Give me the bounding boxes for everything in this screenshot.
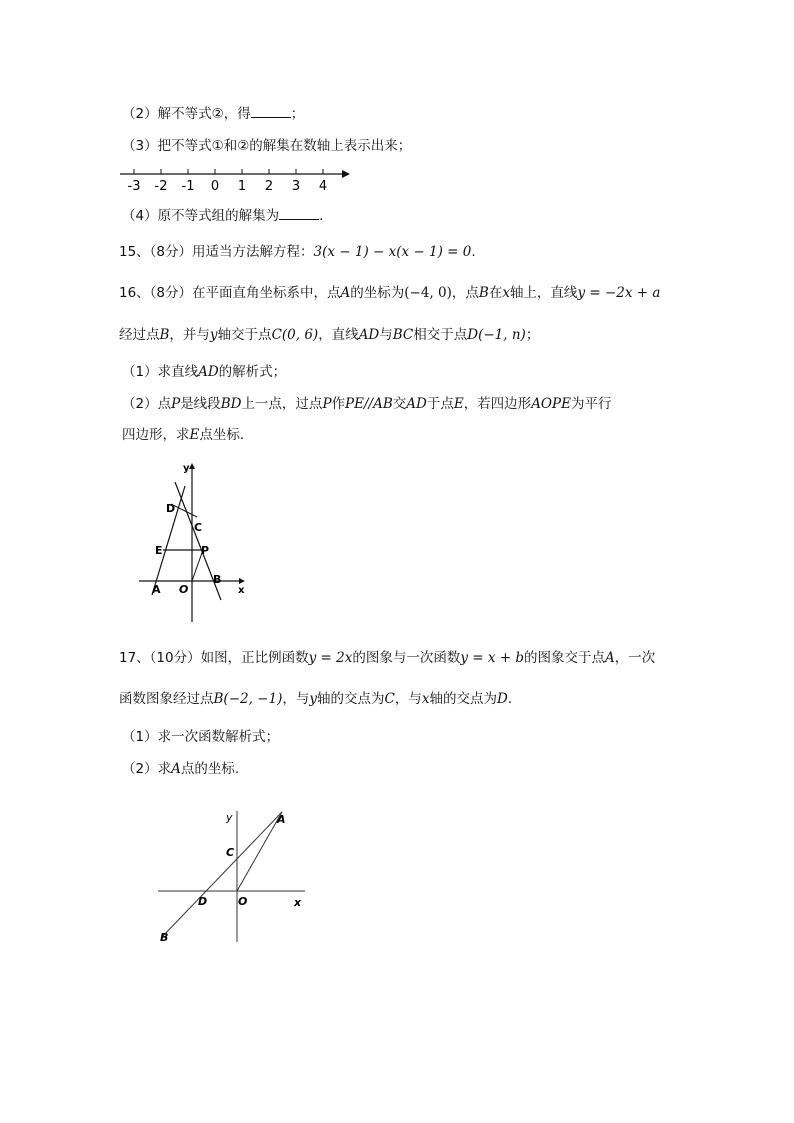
label-A: A bbox=[277, 813, 286, 826]
label-B: B bbox=[213, 573, 222, 586]
number-line-tick-label: -3 bbox=[127, 179, 141, 194]
label-D: D bbox=[166, 502, 176, 515]
label-A: A bbox=[152, 583, 161, 596]
y-axis-arrow-icon bbox=[189, 463, 195, 469]
q16-part2-cont: 四边形，求E点坐标. bbox=[122, 427, 245, 443]
label-O: O bbox=[238, 895, 248, 908]
label-x: x bbox=[294, 896, 302, 909]
label-C: C bbox=[226, 846, 235, 859]
label-P: P bbox=[201, 544, 210, 557]
q17-part2: （2）求A点的坐标. bbox=[122, 761, 240, 777]
q14-part3: （3）把不等式①和②的解集在数轴上表示出来； bbox=[122, 138, 412, 154]
q15-equation: 3(x − 1) − x(x − 1) = 0 bbox=[313, 244, 472, 260]
label-O: O bbox=[179, 583, 189, 596]
q16-part2: （2）点P是线段BD上一点，过点P作PE//AB交AD于点E，若四边形AOPE为平行 bbox=[122, 396, 612, 412]
number-line-tick-label: 3 bbox=[291, 179, 301, 194]
number-line-tick-label: 4 bbox=[318, 179, 328, 194]
q17-part1: （1）求一次函数解析式； bbox=[122, 729, 280, 745]
q16-figure bbox=[135, 462, 255, 632]
number-line bbox=[118, 166, 358, 196]
number-line-tick-label: 1 bbox=[237, 179, 247, 194]
label-E: E bbox=[155, 544, 163, 557]
label-B: B bbox=[160, 931, 169, 944]
label-x: x bbox=[238, 585, 245, 596]
answer-blank[interactable] bbox=[279, 207, 319, 220]
q17-figure bbox=[155, 805, 315, 945]
label-D: D bbox=[198, 895, 208, 908]
label-C: C bbox=[194, 521, 203, 534]
label-y: y bbox=[183, 463, 190, 474]
x-axis-arrow-icon bbox=[239, 578, 245, 584]
label-y: y bbox=[226, 811, 233, 824]
number-line-tick-label: -1 bbox=[181, 179, 195, 194]
q17-line1: 17、（10分）如图，正比例函数y = 2x的图象与一次函数y = x + b的图象交于点A，一次 bbox=[119, 650, 656, 666]
q16-part1: （1）求直线AD的解析式； bbox=[122, 364, 287, 380]
number-line-tick-label: 0 bbox=[210, 179, 220, 194]
answer-blank[interactable] bbox=[251, 105, 291, 118]
q16-line2: 经过点B，并与y轴交于点C(0, 6)，直线AD与BC相交于点D(−1, n)； bbox=[119, 327, 540, 343]
number-line-tick-label: -2 bbox=[154, 179, 168, 194]
q15-question: 15、（8分）用适当方法解方程：3(x − 1) − x(x − 1) = 0. bbox=[119, 244, 476, 260]
q17-line2: 函数图象经过点B(−2, −1)，与y轴的交点为C，与x轴的交点为D. bbox=[119, 691, 513, 707]
q16-line1: 16、（8分）在平面直角坐标系中，点A的坐标为(−4, 0)，点B在x轴上，直线y = −2x + a bbox=[119, 285, 661, 301]
q14-part4: （4）原不等式组的解集为 . bbox=[122, 208, 324, 224]
q14-part2: （2）解不等式②，得 ； bbox=[122, 106, 305, 122]
line-BA bbox=[162, 812, 282, 937]
number-line-arrow-icon bbox=[342, 170, 350, 178]
number-line-tick-label: 2 bbox=[264, 179, 274, 194]
